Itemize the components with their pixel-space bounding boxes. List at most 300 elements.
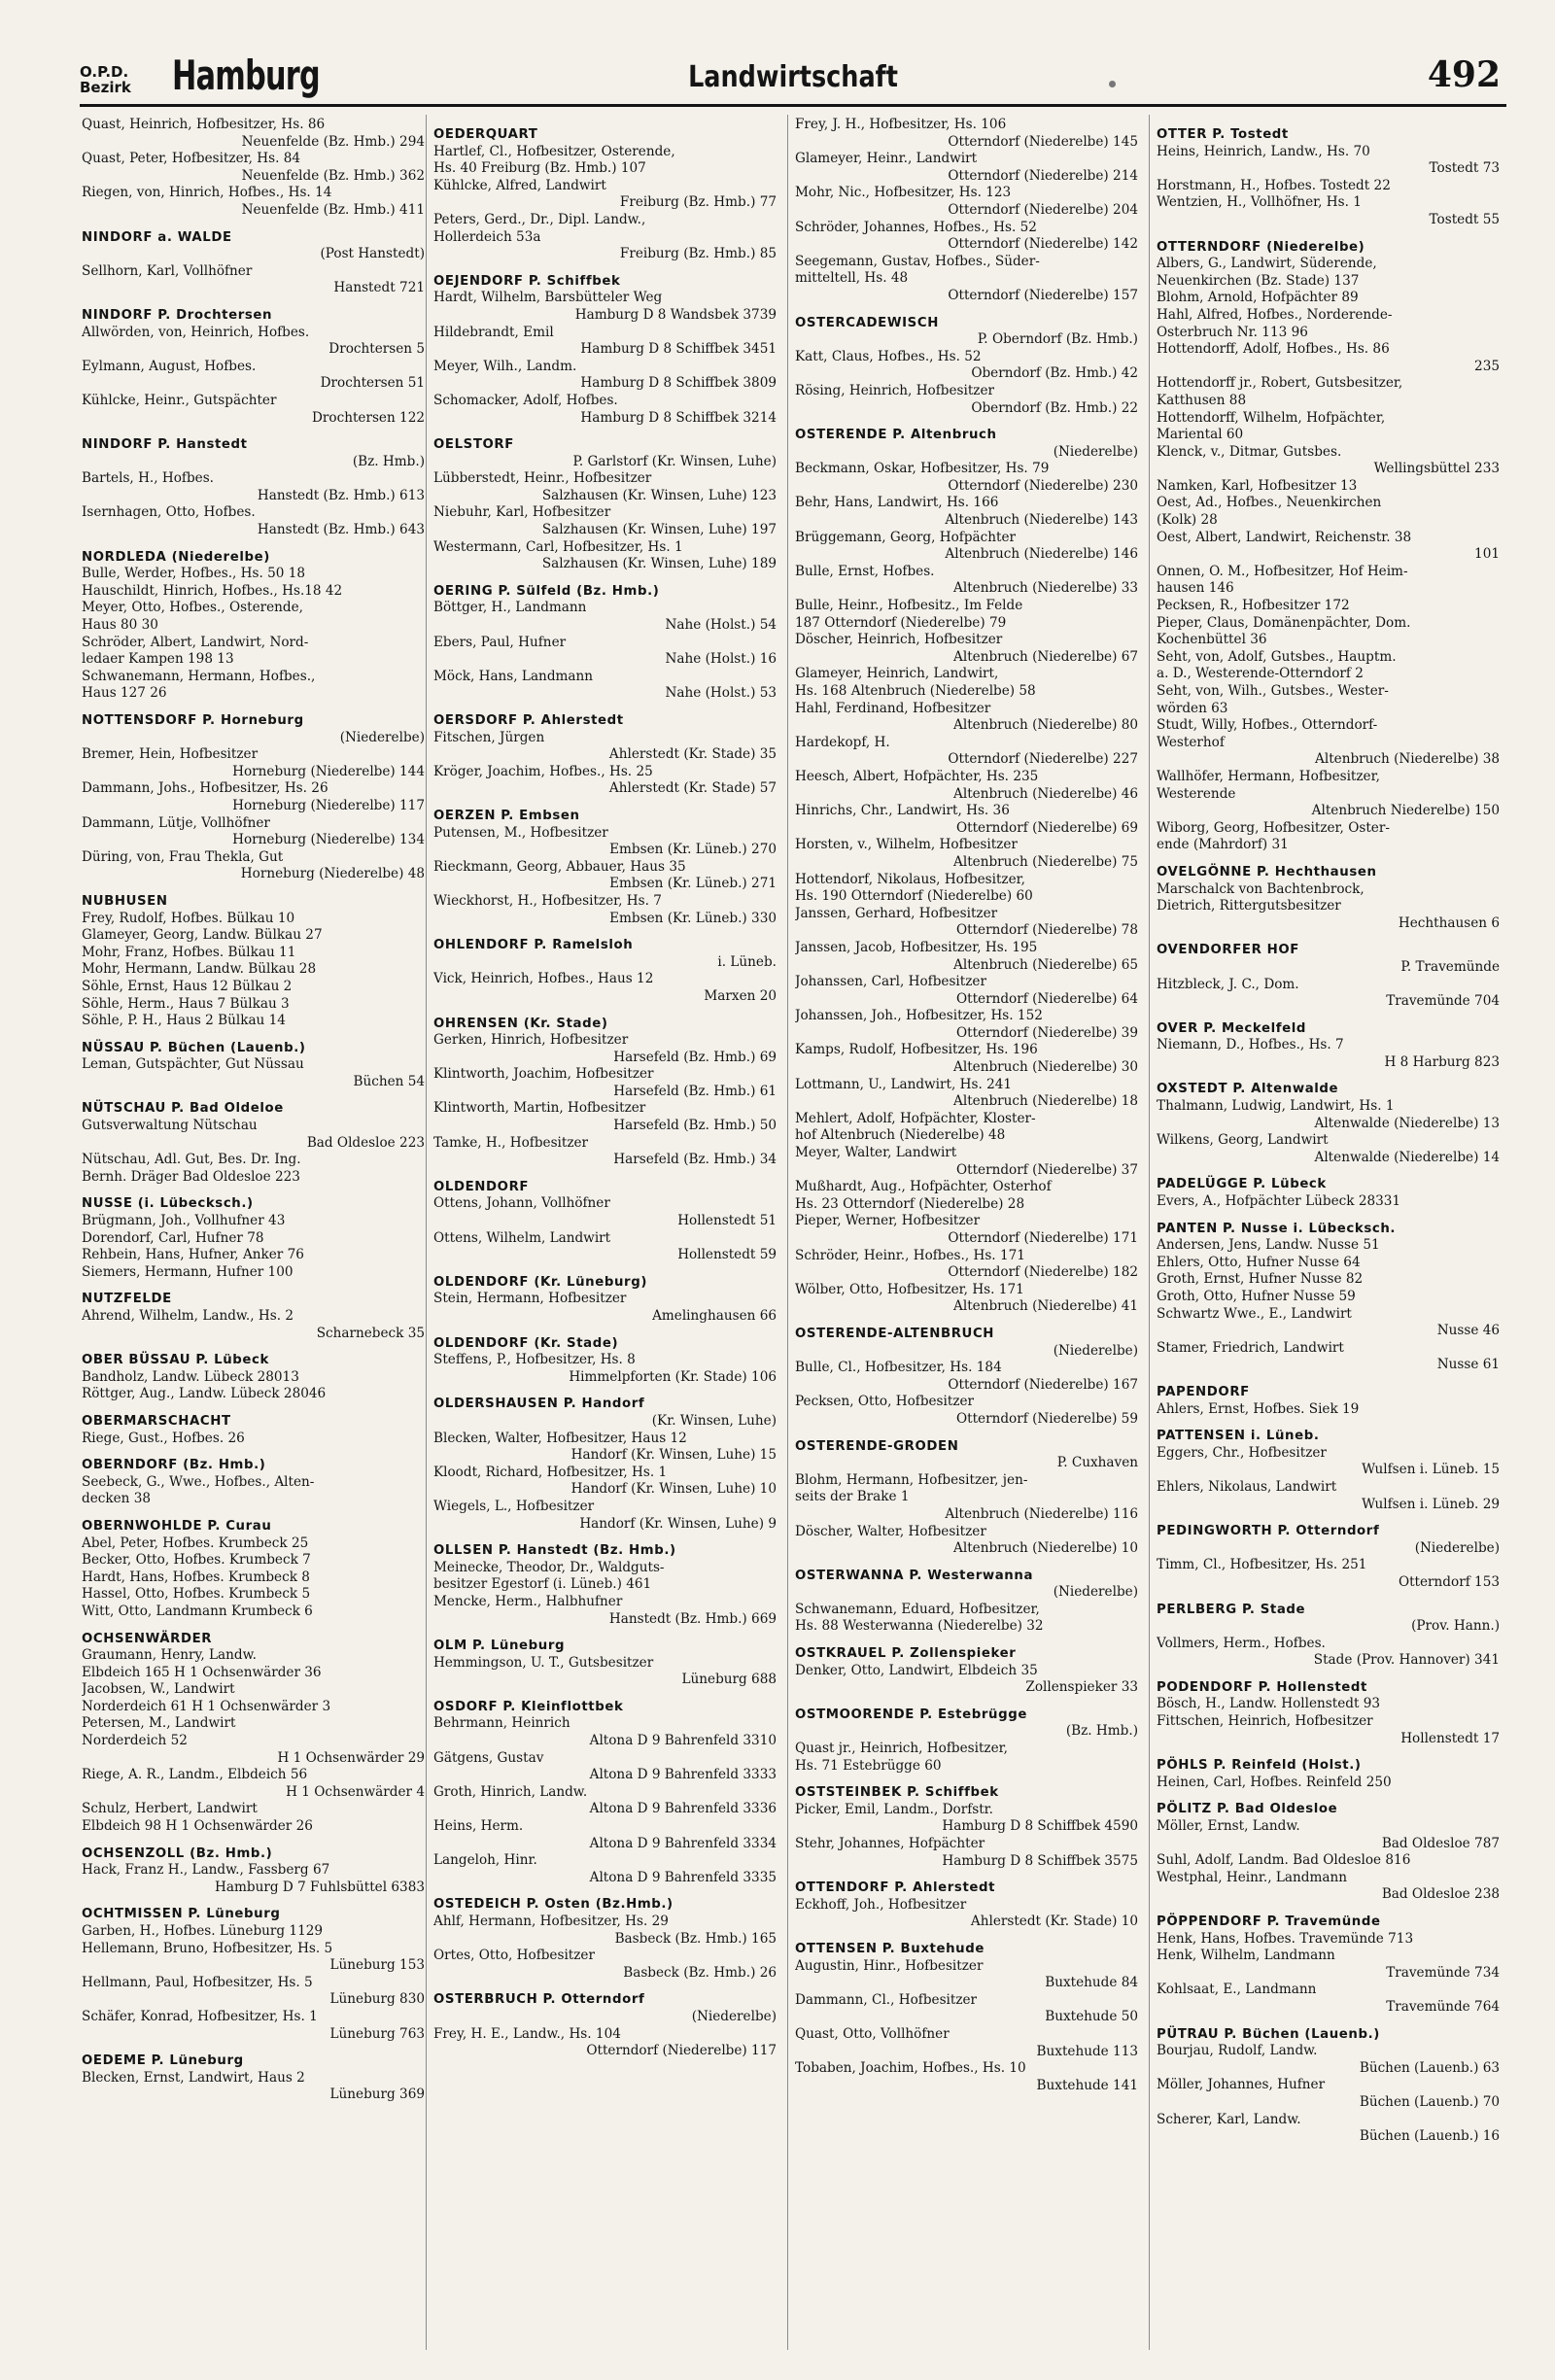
- entry-line: Groth, Hinrich, Landw.: [433, 1783, 588, 1800]
- entry-location: Stade (Prov. Hannover) 341: [1313, 1652, 1500, 1669]
- entry-line: Hellmann, Paul, Hofbesitzer, Hs. 5: [82, 1974, 313, 1990]
- entry-location: Drochtersen 5: [328, 341, 425, 358]
- entry-line: Neuenkirchen (Bz. Stade) 137: [1157, 272, 1360, 289]
- entry-line: Wilkens, Georg, Landwirt: [1157, 1132, 1329, 1149]
- entry-line: Hardt, Hans, Hofbes. Krumbeck 8: [82, 1569, 310, 1585]
- entry-line: Hildebrandt, Emil: [433, 324, 554, 340]
- place-heading: OSTERCADEWISCH: [795, 315, 939, 330]
- entry-line: Mohr, Nic., Hofbesitzer, Hs. 123: [795, 185, 1012, 201]
- entry-line: Düring, von, Frau Thekla, Gut: [82, 848, 284, 865]
- entry-line: Henk, Wilhelm, Landmann: [1157, 1948, 1335, 1964]
- place-heading: OSTKRAUEL P. Zollenspieker: [795, 1646, 1017, 1662]
- entry-line: Röttger, Aug., Landw. Lübeck 28046: [82, 1386, 327, 1402]
- entry-line: Böttger, H., Landmann: [433, 600, 587, 616]
- entry-line: Möller, Ernst, Landw.: [1157, 1818, 1300, 1835]
- entry-location: Altenbruch (Niederelbe) 18: [953, 1093, 1138, 1110]
- entry-location: Embsen (Kr. Lüneb.) 330: [609, 910, 777, 926]
- entry-location: Marxen 20: [704, 987, 777, 1004]
- entry-line: Bösch, H., Landw. Hollenstedt 93: [1157, 1696, 1381, 1712]
- entry-location: Hanstedt (Bz. Hmb.) 643: [257, 522, 425, 538]
- entry-line: Scherer, Karl, Landw.: [1157, 2111, 1301, 2127]
- entry-location: Lüneburg 830: [329, 1991, 425, 2008]
- entry-line: Hs. 190 Otterndorf (Niederelbe) 60: [795, 888, 1033, 905]
- entry-line: Heins, Heinrich, Landw., Hs. 70: [1157, 143, 1370, 159]
- entry-line: Hitzbleck, J. C., Dom.: [1157, 976, 1299, 992]
- entry-line: Hollerdeich 53a: [433, 228, 541, 245]
- entry-location: Travemünde 734: [1386, 1964, 1500, 1981]
- entry-line: Westermann, Carl, Hofbesitzer, Hs. 1: [433, 538, 683, 555]
- entry-location: (Niederelbe): [1414, 1539, 1500, 1556]
- entry-line: Langeloh, Hinr.: [433, 1852, 537, 1869]
- entry-line: seits der Brake 1: [795, 1489, 910, 1505]
- entry-line: Ahrend, Wilhelm, Landw., Hs. 2: [82, 1308, 294, 1324]
- entry-location: Altona D 9 Bahrenfeld 3334: [589, 1835, 777, 1851]
- entry-line: Kloodt, Richard, Hofbesitzer, Hs. 1: [433, 1464, 668, 1480]
- place-heading: OLDENDORF: [433, 1179, 530, 1194]
- entry-location: Wulfsen i. Lüneb. 29: [1362, 1496, 1500, 1512]
- page-number: 492: [1427, 54, 1501, 95]
- entry-location: Zollenspieker 33: [1025, 1679, 1138, 1696]
- entry-line: Andersen, Jens, Landw. Nusse 51: [1157, 1237, 1380, 1254]
- entry-location: Hamburg D 8 Schiffbek 3451: [580, 341, 777, 358]
- entry-line: Oest, Albert, Landwirt, Reichenstr. 38: [1157, 529, 1412, 545]
- entry-location: (Niederelbe): [1053, 1342, 1138, 1359]
- entry-line: Abel, Peter, Hofbes. Krumbeck 25: [82, 1535, 309, 1551]
- entry-line: Schulz, Herbert, Landwirt: [82, 1801, 258, 1817]
- entry-location: Drochtersen 122: [312, 409, 425, 426]
- place-heading: OSTEDEICH P. Osten (Bz.Hmb.): [433, 1897, 674, 1913]
- entry-line: Seebeck, G., Wwe., Hofbes., Alten-: [82, 1473, 315, 1490]
- entry-line: Garben, H., Hofbes. Lüneburg 1129: [82, 1923, 324, 1939]
- entry-line: Blecken, Ernst, Landwirt, Haus 2: [82, 2069, 305, 2086]
- entry-line: Brügmann, Joh., Vollhufner 43: [82, 1213, 286, 1229]
- entry-line: Gutsverwaltung Nütschau: [82, 1118, 258, 1134]
- entry-location: Büchen (Lauenb.) 16: [1359, 2128, 1500, 2145]
- entry-line: Katt, Claus, Hofbes., Hs. 52: [795, 348, 982, 364]
- entry-line: Hassel, Otto, Hofbes. Krumbeck 5: [82, 1586, 311, 1603]
- entry-line: Beckmann, Oskar, Hofbesitzer, Hs. 79: [795, 461, 1050, 477]
- place-heading: NINDORF a. WALDE: [82, 229, 232, 245]
- entry-location: Ahlerstedt (Kr. Stade) 57: [608, 780, 777, 797]
- entry-location: Hechthausen 6: [1398, 914, 1500, 931]
- section-title: Landwirtschaft: [688, 60, 898, 94]
- entry-line: Behr, Hans, Landwirt, Hs. 166: [795, 495, 999, 511]
- entry-line: Möller, Johannes, Hufner: [1157, 2077, 1326, 2093]
- entry-line: Bernh. Dräger Bad Oldesloe 223: [82, 1168, 300, 1185]
- entry-line: Bulle, Werder, Hofbes., Hs. 50 18: [82, 566, 306, 582]
- entry-location: Horneburg (Niederelbe) 144: [232, 763, 425, 779]
- entry-location: Embsen (Kr. Lüneb.) 271: [609, 876, 777, 892]
- entry-location: 101: [1474, 546, 1500, 563]
- entry-line: Nütschau, Adl. Gut, Bes. Dr. Ing.: [82, 1152, 301, 1168]
- entry-line: Glameyer, Heinrich, Landwirt,: [795, 666, 999, 682]
- entry-line: Stehr, Johannes, Hofpächter: [795, 1836, 985, 1851]
- entry-location: Handorf (Kr. Winsen, Luhe) 9: [579, 1515, 777, 1532]
- entry-line: Bourjau, Rudolf, Landw.: [1157, 2043, 1318, 2059]
- entry-line: Blohm, Hermann, Hofbesitzer, jen-: [795, 1471, 1028, 1488]
- entry-location: Büchen (Lauenb.) 70: [1359, 2093, 1500, 2110]
- entry-location: Hamburg D 8 Schiffbek 4590: [942, 1818, 1138, 1835]
- entry-line: Thalmann, Ludwig, Landwirt, Hs. 1: [1157, 1098, 1395, 1115]
- entry-line: Haus 127 26: [82, 685, 167, 702]
- place-heading: NOTTENSDORF P. Horneburg: [82, 713, 304, 728]
- place-heading: OTTER P. Tostedt: [1157, 127, 1289, 142]
- entry-line: Hack, Franz H., Landw., Fassberg 67: [82, 1862, 330, 1879]
- entry-line: Pieper, Claus, Domänenpächter, Dom.: [1157, 614, 1411, 631]
- entry-line: Fitschen, Jürgen: [433, 729, 545, 745]
- entry-location: Hanstedt (Bz. Hmb.) 613: [257, 487, 425, 503]
- entry-line: Ehlers, Nikolaus, Landwirt: [1157, 1478, 1337, 1495]
- entry-line: Wiborg, Georg, Hofbesitzer, Oster-: [1157, 819, 1390, 836]
- print-speck: [1109, 81, 1116, 87]
- entry-line: (Kolk) 28: [1157, 512, 1218, 529]
- entry-location: Altona D 9 Bahrenfeld 3310: [589, 1733, 777, 1749]
- entry-location: (Bz. Hmb.): [352, 453, 425, 469]
- directory-column-1: [82, 117, 427, 2352]
- entry-location: Basbeck (Bz. Hmb.) 26: [623, 1964, 777, 1981]
- entry-location: Hamburg D 8 Schiffbek 3214: [580, 409, 777, 426]
- entry-line: Hs. 71 Estebrügge 60: [795, 1757, 942, 1774]
- entry-line: Pecksen, Otto, Hofbesitzer: [795, 1394, 975, 1410]
- entry-location: Bad Oldesloe 238: [1381, 1886, 1500, 1903]
- entry-line: Hinrichs, Chr., Landwirt, Hs. 36: [795, 803, 1010, 819]
- odp-label: O.P.D.: [80, 63, 129, 81]
- entry-line: Bulle, Cl., Hofbesitzer, Hs. 184: [795, 1360, 1002, 1376]
- entry-line: Seegemann, Gustav, Hofbes., Süder-: [795, 253, 1040, 269]
- entry-line: Hs. 40 Freiburg (Bz. Hmb.) 107: [433, 160, 646, 177]
- entry-line: Sellhorn, Karl, Vollhöfner: [82, 262, 253, 279]
- entry-line: Wentzien, H., Vollhöfner, Hs. 1: [1157, 194, 1362, 211]
- entry-location: Salzhausen (Kr. Winsen, Luhe) 189: [541, 556, 777, 572]
- directory-column-2: [433, 117, 778, 2352]
- place-heading: PÖLITZ P. Bad Oldesloe: [1157, 1802, 1338, 1817]
- entry-line: Denker, Otto, Landwirt, Elbdeich 35: [795, 1662, 1038, 1678]
- place-heading: OLDENDORF (Kr. Stade): [433, 1335, 619, 1351]
- entry-line: Mohr, Hermann, Landw. Bülkau 28: [82, 961, 317, 978]
- entry-line: Schwartz Wwe., E., Landwirt: [1157, 1305, 1352, 1322]
- entry-location: Lüneburg 763: [329, 2025, 425, 2042]
- entry-line: Peters, Gerd., Dr., Dipl. Landw.,: [433, 211, 646, 227]
- entry-location: (Niederelbe): [1053, 1584, 1138, 1601]
- entry-location: Nusse 61: [1436, 1357, 1500, 1373]
- entry-line: hausen 146: [1157, 580, 1234, 597]
- entry-line: Schröder, Heinr., Hofbes., Hs. 171: [795, 1247, 1025, 1263]
- entry-line: Janssen, Jacob, Hofbesitzer, Hs. 195: [795, 939, 1038, 955]
- entry-line: Hs. 23 Otterndorf (Niederelbe) 28: [795, 1195, 1025, 1212]
- entry-line: Behrmann, Heinrich: [433, 1715, 570, 1732]
- entry-location: Otterndorf (Niederelbe) 230: [948, 477, 1138, 494]
- place-heading: OVER P. Meckelfeld: [1157, 1020, 1307, 1036]
- entry-line: Onnen, O. M., Hofbesitzer, Hof Heim-: [1157, 563, 1408, 579]
- entry-line: Söhle, Herm., Haus 7 Bülkau 3: [82, 995, 290, 1012]
- entry-location: Handorf (Kr. Winsen, Luhe) 10: [570, 1481, 777, 1498]
- entry-line: Dammann, Cl., Hofbesitzer: [795, 1991, 978, 2008]
- entry-line: Elbdeich 98 H 1 Ochsenwärder 26: [82, 1818, 313, 1835]
- entry-line: Seht, von, Wilh., Gutsbes., Wester-: [1157, 683, 1389, 699]
- entry-line: Westerhof: [1157, 734, 1225, 750]
- entry-location: Travemünde 704: [1386, 993, 1500, 1010]
- entry-line: Klintworth, Martin, Hofbesitzer: [433, 1100, 646, 1117]
- entry-line: Eggers, Chr., Hofbesitzer: [1157, 1444, 1327, 1461]
- entry-location: Basbeck (Bz. Hmb.) 165: [614, 1930, 777, 1947]
- place-heading: NÜTSCHAU P. Bad Oldeloe: [82, 1101, 284, 1117]
- place-heading: NINDORF P. Hanstedt: [82, 437, 248, 453]
- entry-location: Otterndorf (Niederelbe) 39: [955, 1024, 1138, 1041]
- entry-location: Bad Oldesloe 223: [306, 1134, 425, 1151]
- entry-line: Groth, Otto, Hufner Nusse 59: [1157, 1289, 1356, 1304]
- entry-location: Büchen 54: [353, 1073, 425, 1089]
- entry-line: Niebuhr, Karl, Hofbesitzer: [433, 504, 611, 521]
- entry-line: Hardt, Wilhelm, Barsbütteler Weg: [433, 290, 663, 306]
- place-heading: NUTZFELDE: [82, 1292, 172, 1307]
- entry-line: Ortes, Otto, Hofbesitzer: [433, 1948, 595, 1964]
- entry-line: Rieckmann, Georg, Abbauer, Haus 35: [433, 858, 686, 875]
- entry-location: Otterndorf (Niederelbe) 167: [948, 1376, 1138, 1393]
- entry-line: Eylmann, August, Hofbes.: [82, 358, 257, 374]
- entry-line: Ahlf, Hermann, Hofbesitzer, Hs. 29: [433, 1914, 669, 1929]
- entry-line: Mencke, Herm., Halbhufner: [433, 1593, 623, 1609]
- place-heading: PANTEN P. Nusse i. Lübecksch.: [1157, 1221, 1397, 1236]
- place-heading: OEJENDORF P. Schiffbek: [433, 273, 621, 289]
- entry-location: Wellingsbüttel 233: [1373, 461, 1500, 477]
- entry-location: Neuenfelde (Bz. Hmb.) 294: [241, 133, 425, 150]
- place-heading: OCHTMISSEN P. Lüneburg: [82, 1907, 281, 1922]
- entry-line: Niemann, D., Hofbes., Hs. 7: [1157, 1037, 1344, 1053]
- entry-location: Altenwalde (Niederelbe) 13: [1314, 1115, 1500, 1131]
- entry-location: P. Cuxhaven: [1056, 1455, 1138, 1471]
- entry-line: Pecksen, R., Hofbesitzer 172: [1157, 598, 1350, 614]
- entry-line: Döscher, Heinrich, Hofbesitzer: [795, 632, 1003, 648]
- entry-line: Gätgens, Gustav: [433, 1749, 544, 1766]
- entry-location: Otterndorf (Niederelbe) 227: [948, 751, 1138, 768]
- entry-location: Neuenfelde (Bz. Hmb.) 411: [241, 201, 425, 218]
- entry-location: Altenbruch Niederelbe) 150: [1311, 803, 1500, 819]
- place-heading: PATTENSEN i. Lüneb.: [1157, 1429, 1320, 1444]
- entry-line: Tobaben, Joachim, Hofbes., Hs. 10: [795, 2060, 1026, 2077]
- entry-line: Westerende: [1157, 785, 1236, 802]
- place-heading: OHRENSEN (Kr. Stade): [433, 1016, 608, 1031]
- entry-location: i. Lüneb.: [717, 953, 777, 970]
- entry-line: Kühlcke, Heinr., Gutspächter: [82, 392, 277, 408]
- entry-line: Ottens, Wilhelm, Landwirt: [433, 1229, 611, 1246]
- entry-line: Glameyer, Heinr., Landwirt: [795, 151, 978, 167]
- entry-line: Picker, Emil, Landm., Dorfstr.: [795, 1801, 994, 1817]
- entry-line: Suhl, Adolf, Landm. Bad Oldesloe 816: [1157, 1852, 1411, 1869]
- place-heading: OSTSTEINBEK P. Schiffbek: [795, 1785, 999, 1801]
- entry-line: Evers, A., Hofpächter Lübeck 28331: [1157, 1193, 1401, 1210]
- entry-location: Hamburg D 8 Wandsbek 3739: [574, 306, 777, 323]
- entry-location: Buxtehude 113: [1036, 2043, 1138, 2059]
- entry-location: Harsefeld (Bz. Hmb.) 69: [613, 1049, 777, 1065]
- entry-location: Otterndorf (Niederelbe) 59: [955, 1410, 1138, 1427]
- entry-location: Otterndorf (Niederelbe) 117: [586, 2043, 777, 2059]
- entry-location: Nahe (Holst.) 53: [665, 685, 777, 702]
- entry-line: Elbdeich 165 H 1 Ochsenwärder 36: [82, 1664, 322, 1680]
- entry-line: ende (Mahrdorf) 31: [1157, 837, 1289, 853]
- place-heading: OHLENDORF P. Ramelsloh: [433, 938, 634, 953]
- entry-line: Hellemann, Bruno, Hofbesitzer, Hs. 5: [82, 1940, 333, 1956]
- entry-line: hof Altenbruch (Niederelbe) 48: [795, 1127, 1006, 1144]
- entry-location: Hollenstedt 51: [677, 1213, 777, 1229]
- place-heading: OSTMOORENDE P. Estebrügge: [795, 1707, 1027, 1722]
- place-heading: OBERNWOHLDE P. Curau: [82, 1518, 272, 1534]
- entry-line: Tamke, H., Hofbesitzer: [433, 1134, 589, 1151]
- entry-line: wörden 63: [1157, 700, 1228, 716]
- place-heading: PÖPPENDORF P. Travemünde: [1157, 1914, 1381, 1929]
- entry-line: Lübberstedt, Heinr., Hofbesitzer: [433, 470, 652, 487]
- entry-location: Hamburg D 8 Schiffbek 3575: [942, 1852, 1138, 1869]
- entry-line: Albers, G., Landwirt, Süderende,: [1157, 256, 1377, 272]
- place-heading: PAPENDORF: [1157, 1384, 1250, 1399]
- place-heading: OERSDORF P. Ahlerstedt: [433, 713, 624, 728]
- place-heading: OSDORF P. Kleinflottbek: [433, 1699, 624, 1714]
- place-heading: NINDORF P. Drochtersen: [82, 307, 273, 323]
- entry-location: Horneburg (Niederelbe) 48: [240, 866, 425, 882]
- place-heading: OEDERQUART: [433, 127, 538, 142]
- entry-line: Gerken, Hinrich, Hofbesitzer: [433, 1032, 629, 1049]
- entry-location: (Niederelbe): [691, 2008, 777, 2024]
- entry-line: Riegen, von, Hinrich, Hofbes., Hs. 14: [82, 185, 332, 201]
- entry-line: Bremer, Hein, Hofbesitzer: [82, 746, 259, 763]
- entry-location: Altenbruch (Niederelbe) 65: [953, 956, 1138, 973]
- entry-location: Salzhausen (Kr. Winsen, Luhe) 123: [541, 487, 777, 503]
- entry-line: Quast, Otto, Vollhöfner: [795, 2025, 950, 2042]
- place-heading: NÜSSAU P. Büchen (Lauenb.): [82, 1040, 306, 1055]
- entry-location: Freiburg (Bz. Hmb.) 77: [619, 194, 777, 211]
- entry-location: Buxtehude 50: [1045, 2009, 1138, 2025]
- entry-line: Schröder, Albert, Landwirt, Nord-: [82, 634, 309, 650]
- entry-line: Hottendorff jr., Robert, Gutsbesitzer,: [1157, 375, 1403, 392]
- entry-location: Amelinghausen 66: [652, 1308, 777, 1324]
- place-heading: OERING P. Sülfeld (Bz. Hmb.): [433, 583, 660, 599]
- place-heading: OLLSEN P. Hanstedt (Bz. Hmb.): [433, 1543, 676, 1559]
- entry-location: H 8 Harburg 823: [1384, 1053, 1500, 1070]
- place-heading: OVENDORFER HOF: [1157, 943, 1299, 958]
- entry-line: Meyer, Wilh., Landm.: [433, 358, 577, 374]
- entry-line: Mohr, Franz, Hofbes. Bülkau 11: [82, 944, 296, 960]
- entry-line: Stein, Hermann, Hofbesitzer: [433, 1291, 627, 1307]
- entry-line: Frey, J. H., Hofbesitzer, Hs. 106: [795, 117, 1007, 132]
- entry-line: Haus 80 30: [82, 617, 158, 634]
- entry-line: Döscher, Walter, Hofbesitzer: [795, 1523, 986, 1539]
- entry-line: Dietrich, Rittergutsbesitzer: [1157, 898, 1341, 914]
- place-heading: OSTERBRUCH P. Otterndorf: [433, 1992, 645, 2008]
- district-label: [80, 64, 131, 95]
- column-divider: [787, 115, 788, 2350]
- entry-line: Seht, von, Adolf, Gutsbes., Hauptm.: [1157, 648, 1397, 665]
- entry-location: (Niederelbe): [1053, 443, 1138, 460]
- entry-line: Putensen, M., Hofbesitzer: [433, 824, 608, 841]
- entry-location: Salzhausen (Kr. Winsen, Luhe) 197: [541, 522, 777, 538]
- entry-location: 235: [1474, 358, 1500, 374]
- place-heading: OSTERENDE-ALTENBRUCH: [795, 1326, 995, 1341]
- directory-column-3: [795, 117, 1140, 2352]
- entry-line: Vick, Heinrich, Hofbes., Haus 12: [433, 971, 654, 987]
- place-heading: OBER BÜSSAU P. Lübeck: [82, 1353, 269, 1368]
- entry-line: Hs. 88 Westerwanna (Niederelbe) 32: [795, 1618, 1044, 1635]
- entry-line: Hemmingson, U. T., Gutsbesitzer: [433, 1654, 654, 1671]
- entry-line: Bulle, Heinr., Hofbesitz., Im Felde: [795, 598, 1023, 614]
- entry-location: Ahlerstedt (Kr. Stade) 10: [970, 1914, 1138, 1930]
- entry-location: Neuenfelde (Bz. Hmb.) 362: [241, 167, 425, 184]
- entry-location: Nusse 46: [1436, 1323, 1500, 1339]
- entry-location: Harsefeld (Bz. Hmb.) 61: [613, 1083, 777, 1099]
- entry-line: Söhle, P. H., Haus 2 Bülkau 14: [82, 1013, 286, 1029]
- entry-location: H 1 Ochsenwärder 29: [277, 1749, 425, 1766]
- entry-line: Wieckhorst, H., Hofbesitzer, Hs. 7: [433, 892, 662, 909]
- entry-line: Leman, Gutspächter, Gut Nüssau: [82, 1056, 304, 1073]
- entry-line: Henk, Hans, Hofbes. Travemünde 713: [1157, 1930, 1414, 1947]
- entry-line: Allwörden, von, Heinrich, Hofbes.: [82, 324, 310, 340]
- entry-line: Hottendorff, Adolf, Hofbes., Hs. 86: [1157, 341, 1390, 358]
- entry-location: Harsefeld (Bz. Hmb.) 50: [613, 1118, 777, 1134]
- entry-location: Wulfsen i. Lüneb. 15: [1362, 1462, 1500, 1478]
- entry-line: Rehbein, Hans, Hufner, Anker 76: [82, 1247, 304, 1263]
- entry-line: Blecken, Walter, Hofbesitzer, Haus 12: [433, 1430, 687, 1446]
- entry-location: Otterndorf (Niederelbe) 64: [955, 990, 1138, 1007]
- place-heading: PADELÜGGE P. Lübeck: [1157, 1177, 1327, 1192]
- entry-location: Altenbruch (Niederelbe) 116: [945, 1505, 1138, 1522]
- entry-line: a. D., Westerende-Otterndorf 2: [1157, 666, 1364, 682]
- entry-line: Kühlcke, Alfred, Landwirt: [433, 177, 606, 193]
- entry-location: Nahe (Holst.) 54: [665, 617, 777, 634]
- entry-location: Buxtehude 141: [1036, 2077, 1138, 2093]
- entry-line: Meinecke, Theodor, Dr., Waldguts-: [433, 1559, 665, 1575]
- entry-location: Horneburg (Niederelbe) 134: [232, 832, 425, 848]
- entry-line: Wiegels, L., Hofbesitzer: [433, 1498, 595, 1514]
- entry-line: Hs. 168 Altenbruch (Niederelbe) 58: [795, 683, 1036, 699]
- entry-line: Siemers, Hermann, Hufner 100: [82, 1263, 294, 1280]
- place-heading: OXSTEDT P. Altenwalde: [1157, 1082, 1339, 1097]
- place-heading: PÖHLS P. Reinfeld (Holst.): [1157, 1758, 1362, 1774]
- entry-location: Himmelpforten (Kr. Stade) 106: [569, 1368, 777, 1385]
- entry-line: Osterbruch Nr. 113 96: [1157, 324, 1308, 340]
- place-heading: OTTENDORF P. Ahlerstedt: [795, 1880, 996, 1896]
- entry-line: Johanssen, Carl, Hofbesitzer: [795, 974, 986, 990]
- entry-line: Wölber, Otto, Hofbesitzer, Hs. 171: [795, 1281, 1024, 1297]
- entry-line: Quast, Peter, Hofbesitzer, Hs. 84: [82, 151, 301, 167]
- entry-location: Lüneburg 153: [329, 1957, 425, 1974]
- entry-line: Horstmann, H., Hofbes. Tostedt 22: [1157, 177, 1391, 193]
- entry-location: Otterndorf (Niederelbe) 142: [948, 236, 1138, 253]
- place-heading: OVELGÖNNE P. Hechthausen: [1157, 864, 1377, 880]
- entry-location: Hamburg D 8 Schiffbek 3809: [580, 375, 777, 392]
- entry-location: Altenbruch (Niederelbe) 75: [953, 853, 1138, 870]
- entry-location: Otterndorf 153: [1398, 1573, 1500, 1590]
- entry-location: Büchen (Lauenb.) 63: [1359, 2059, 1500, 2076]
- entry-location: Otterndorf (Niederelbe) 214: [948, 167, 1138, 184]
- entry-location: Scharnebeck 35: [316, 1325, 425, 1341]
- entry-location: Lüneburg 688: [681, 1672, 777, 1688]
- entry-line: Norderdeich 61 H 1 Ochsenwärder 3: [82, 1698, 331, 1714]
- place-heading: OELSTORF: [433, 437, 514, 453]
- entry-location: Hamburg D 7 Fuhlsbüttel 6383: [215, 1879, 425, 1895]
- entry-line: Marschalck von Bachtenbrock,: [1157, 880, 1365, 897]
- entry-line: Schomacker, Adolf, Hofbes.: [433, 392, 618, 408]
- entry-location: Altenbruch (Niederelbe) 10: [953, 1540, 1138, 1557]
- entry-location: Altenbruch (Niederelbe) 41: [953, 1298, 1138, 1315]
- entry-location: P. Oberndorf (Bz. Hmb.): [977, 331, 1138, 348]
- entry-location: Otterndorf (Niederelbe) 204: [948, 201, 1138, 218]
- entry-location: Harsefeld (Bz. Hmb.) 34: [613, 1152, 777, 1168]
- entry-location: Drochtersen 51: [320, 375, 425, 392]
- city-title: Hamburg: [172, 52, 320, 99]
- entry-line: Klenck, v., Ditmar, Gutsbes.: [1157, 443, 1342, 460]
- entry-location: Lüneburg 369: [329, 2087, 425, 2103]
- entry-line: Becker, Otto, Hofbes. Krumbeck 7: [82, 1552, 311, 1569]
- entry-location: (Bz. Hmb.): [1065, 1723, 1138, 1740]
- place-heading: OTTERNDORF (Niederelbe): [1157, 239, 1365, 255]
